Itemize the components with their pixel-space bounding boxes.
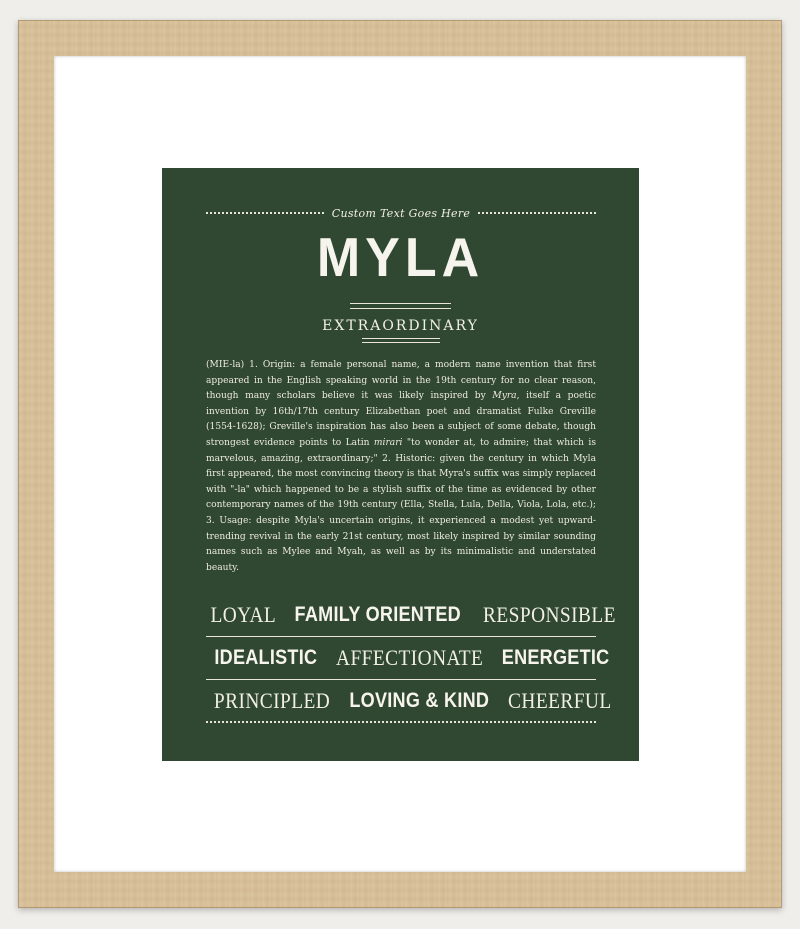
trait-word: ENERGETIC bbox=[501, 646, 610, 669]
trait-line-2 bbox=[206, 637, 610, 680]
definition-italic-2: mirari bbox=[373, 437, 403, 448]
trait-word: RESPONSIBLE bbox=[483, 602, 617, 627]
trait-word: LOYAL bbox=[210, 602, 277, 627]
double-rule-bottom bbox=[362, 338, 440, 343]
name-meaning: EXTRAORDINARY bbox=[322, 318, 479, 334]
trait-word: FAMILY ORIENTED bbox=[294, 603, 461, 626]
trait-word: IDEALISTIC bbox=[214, 646, 318, 669]
custom-text: Custom Text Goes Here bbox=[331, 206, 471, 220]
dotted-rule-bottom bbox=[206, 721, 596, 723]
trait-line-1 bbox=[206, 594, 617, 637]
name-title: MYLA bbox=[316, 227, 485, 289]
dotted-rule-right bbox=[478, 212, 596, 214]
dotted-rule-left bbox=[206, 212, 324, 214]
definition-part-1: (MIE-la) 1. Origin: a female personal name, a modern name invention that first appeared in the English speaking world in the 19th century for no clear reason, though many scholars believe it was likely inspired by bbox=[206, 360, 596, 402]
name-print bbox=[162, 168, 639, 761]
wood-frame bbox=[18, 20, 782, 908]
definition-part-2: , itself a poetic invention by 16th/17th century Elizabethan poet and dramatist Fulke Greville (1554-1628); Greville's inspiration has also been a subject of some debate, though strongest evidence points to Latin bbox=[206, 391, 597, 448]
trait-word: AFFECTIONATE bbox=[335, 645, 483, 670]
definition-italic-1: Myra bbox=[492, 391, 517, 402]
traits-block bbox=[206, 594, 617, 722]
trait-word: PRINCIPLED bbox=[213, 688, 331, 713]
trait-word: CHEERFUL bbox=[507, 688, 612, 713]
name-definition bbox=[206, 358, 596, 576]
trait-word: LOVING & KIND bbox=[349, 689, 490, 712]
trait-line-3 bbox=[206, 680, 612, 722]
white-mat bbox=[54, 56, 746, 872]
custom-text-row bbox=[206, 202, 596, 224]
double-rule-top bbox=[350, 303, 451, 309]
definition-part-3: "to wonder at, to admire; that which is marvelous, amazing, extraordinary;" 2. Historic: given the century in which Myla first appeared, the most convincing theory is that Myra's suffix was simply replaced with "-la" which happened to be a stylish suffix of the time as evidenced by other contemporary names of the 19th century (Ella, Stella, Lula, Della, Viola, Lola, etc.); 3. Usage: despite Myla's uncertain origins, it experienced a modest yet upward-trending revival in the early 21st century, most likely inspired by similar sounding names such as Mylee and Myah, as well as by its minimalistic and understated beauty. bbox=[206, 437, 596, 573]
